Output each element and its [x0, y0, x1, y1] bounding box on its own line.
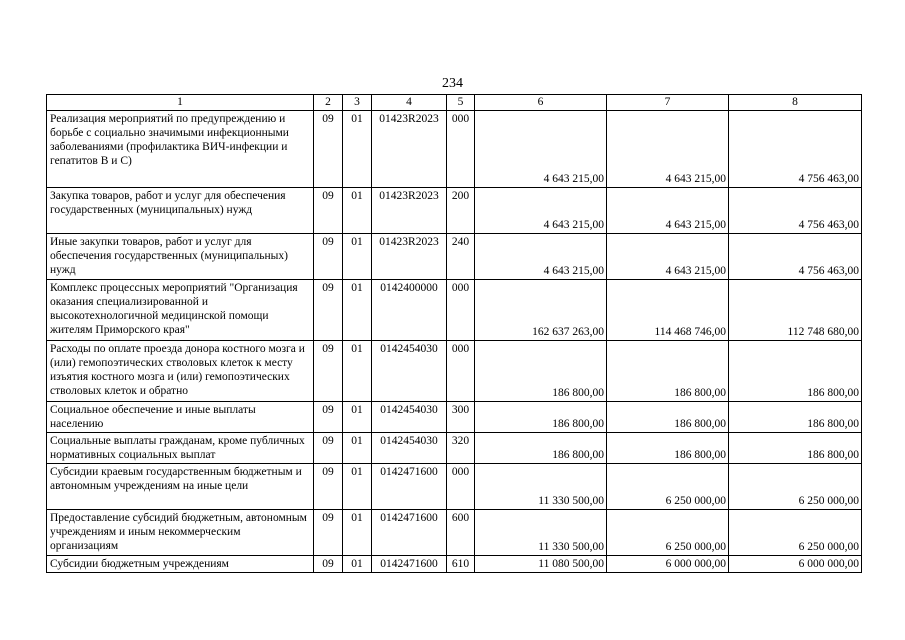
amount-col6: 4 643 215,00	[475, 188, 607, 234]
section-code: 09	[314, 188, 343, 234]
column-header: 1	[47, 95, 314, 111]
expense-name: Комплекс процессных мероприятий "Организация оказания специализированной и высокотехнологичной медицинской помощи жителям Приморского края"	[47, 280, 314, 341]
column-header: 4	[372, 95, 447, 111]
section-code: 09	[314, 234, 343, 280]
amount-col7: 114 468 746,00	[607, 280, 729, 341]
expense-type-code: 000	[447, 111, 475, 188]
table-row	[47, 556, 862, 573]
expense-name: Субсидии бюджетным учреждениям	[47, 556, 314, 573]
amount-col8: 4 756 463,00	[729, 111, 862, 188]
amount-col7: 4 643 215,00	[607, 234, 729, 280]
budget-table	[46, 94, 862, 573]
amount-col8: 4 756 463,00	[729, 188, 862, 234]
table-row	[47, 510, 862, 556]
section-code: 09	[314, 556, 343, 573]
amount-col8: 6 000 000,00	[729, 556, 862, 573]
section-code: 09	[314, 111, 343, 188]
expense-type-code: 000	[447, 280, 475, 341]
table-row	[47, 402, 862, 433]
section-code: 09	[314, 464, 343, 510]
amount-col6: 11 080 500,00	[475, 556, 607, 573]
amount-col6: 186 800,00	[475, 402, 607, 433]
column-header: 5	[447, 95, 475, 111]
target-article-code: 01423R2023	[372, 188, 447, 234]
subsection-code: 01	[343, 556, 372, 573]
column-header: 6	[475, 95, 607, 111]
column-header: 8	[729, 95, 862, 111]
table-row	[47, 341, 862, 402]
table-row	[47, 280, 862, 341]
amount-col6: 11 330 500,00	[475, 464, 607, 510]
subsection-code: 01	[343, 433, 372, 464]
target-article-code: 0142471600	[372, 510, 447, 556]
table-row	[47, 188, 862, 234]
amount-col6: 4 643 215,00	[475, 111, 607, 188]
amount-col8: 6 250 000,00	[729, 510, 862, 556]
amount-col7: 4 643 215,00	[607, 111, 729, 188]
page-number: 234	[442, 76, 463, 91]
expense-type-code: 600	[447, 510, 475, 556]
amount-col7: 4 643 215,00	[607, 188, 729, 234]
target-article-code: 0142400000	[372, 280, 447, 341]
subsection-code: 01	[343, 234, 372, 280]
amount-col6: 11 330 500,00	[475, 510, 607, 556]
subsection-code: 01	[343, 510, 372, 556]
target-article-code: 0142454030	[372, 433, 447, 464]
amount-col7: 186 800,00	[607, 402, 729, 433]
section-code: 09	[314, 510, 343, 556]
expense-name: Социальное обеспечение и иные выплаты населению	[47, 402, 314, 433]
subsection-code: 01	[343, 111, 372, 188]
amount-col7: 6 000 000,00	[607, 556, 729, 573]
expense-type-code: 000	[447, 464, 475, 510]
section-code: 09	[314, 280, 343, 341]
subsection-code: 01	[343, 280, 372, 341]
expense-name: Реализация мероприятий по предупреждению и борьбе с социально значимыми инфекционными заболеваниями (профилактика ВИЧ-инфекции и гепатитов В и С)	[47, 111, 314, 188]
subsection-code: 01	[343, 402, 372, 433]
expense-type-code: 300	[447, 402, 475, 433]
expense-name: Закупка товаров, работ и услуг для обеспечения государственных (муниципальных) нужд	[47, 188, 314, 234]
target-article-code: 01423R2023	[372, 111, 447, 188]
expense-name: Предоставление субсидий бюджетным, автономным учреждениям и иным некоммерческим организациям	[47, 510, 314, 556]
amount-col6: 162 637 263,00	[475, 280, 607, 341]
section-code: 09	[314, 402, 343, 433]
target-article-code: 0142471600	[372, 556, 447, 573]
subsection-code: 01	[343, 188, 372, 234]
table-row	[47, 464, 862, 510]
amount-col7: 186 800,00	[607, 341, 729, 402]
amount-col8: 112 748 680,00	[729, 280, 862, 341]
expense-type-code: 200	[447, 188, 475, 234]
subsection-code: 01	[343, 341, 372, 402]
expense-name: Иные закупки товаров, работ и услуг для обеспечения государственных (муниципальных) нужд	[47, 234, 314, 280]
amount-col8: 186 800,00	[729, 341, 862, 402]
section-code: 09	[314, 433, 343, 464]
column-number-row	[47, 95, 862, 111]
subsection-code: 01	[343, 464, 372, 510]
section-code: 09	[314, 341, 343, 402]
table-row	[47, 111, 862, 188]
expense-type-code: 320	[447, 433, 475, 464]
expense-name: Социальные выплаты гражданам, кроме публичных нормативных социальных выплат	[47, 433, 314, 464]
table-row	[47, 433, 862, 464]
amount-col8: 186 800,00	[729, 433, 862, 464]
expense-name: Расходы по оплате проезда донора костного мозга и (или) гемопоэтических стволовых клеток к месту изъятия костного мозга и (или) гемопоэтических стволовых клеток и обратно	[47, 341, 314, 402]
expense-type-code: 000	[447, 341, 475, 402]
target-article-code: 01423R2023	[372, 234, 447, 280]
expense-type-code: 240	[447, 234, 475, 280]
amount-col6: 186 800,00	[475, 341, 607, 402]
amount-col7: 6 250 000,00	[607, 464, 729, 510]
amount-col8: 6 250 000,00	[729, 464, 862, 510]
amount-col8: 186 800,00	[729, 402, 862, 433]
expense-type-code: 610	[447, 556, 475, 573]
target-article-code: 0142471600	[372, 464, 447, 510]
amount-col8: 4 756 463,00	[729, 234, 862, 280]
amount-col7: 186 800,00	[607, 433, 729, 464]
target-article-code: 0142454030	[372, 341, 447, 402]
target-article-code: 0142454030	[372, 402, 447, 433]
expense-name: Субсидии краевым государственным бюджетным и автономным учреждениям на иные цели	[47, 464, 314, 510]
amount-col6: 186 800,00	[475, 433, 607, 464]
amount-col7: 6 250 000,00	[607, 510, 729, 556]
table-row	[47, 234, 862, 280]
column-header: 7	[607, 95, 729, 111]
column-header: 2	[314, 95, 343, 111]
amount-col6: 4 643 215,00	[475, 234, 607, 280]
column-header: 3	[343, 95, 372, 111]
